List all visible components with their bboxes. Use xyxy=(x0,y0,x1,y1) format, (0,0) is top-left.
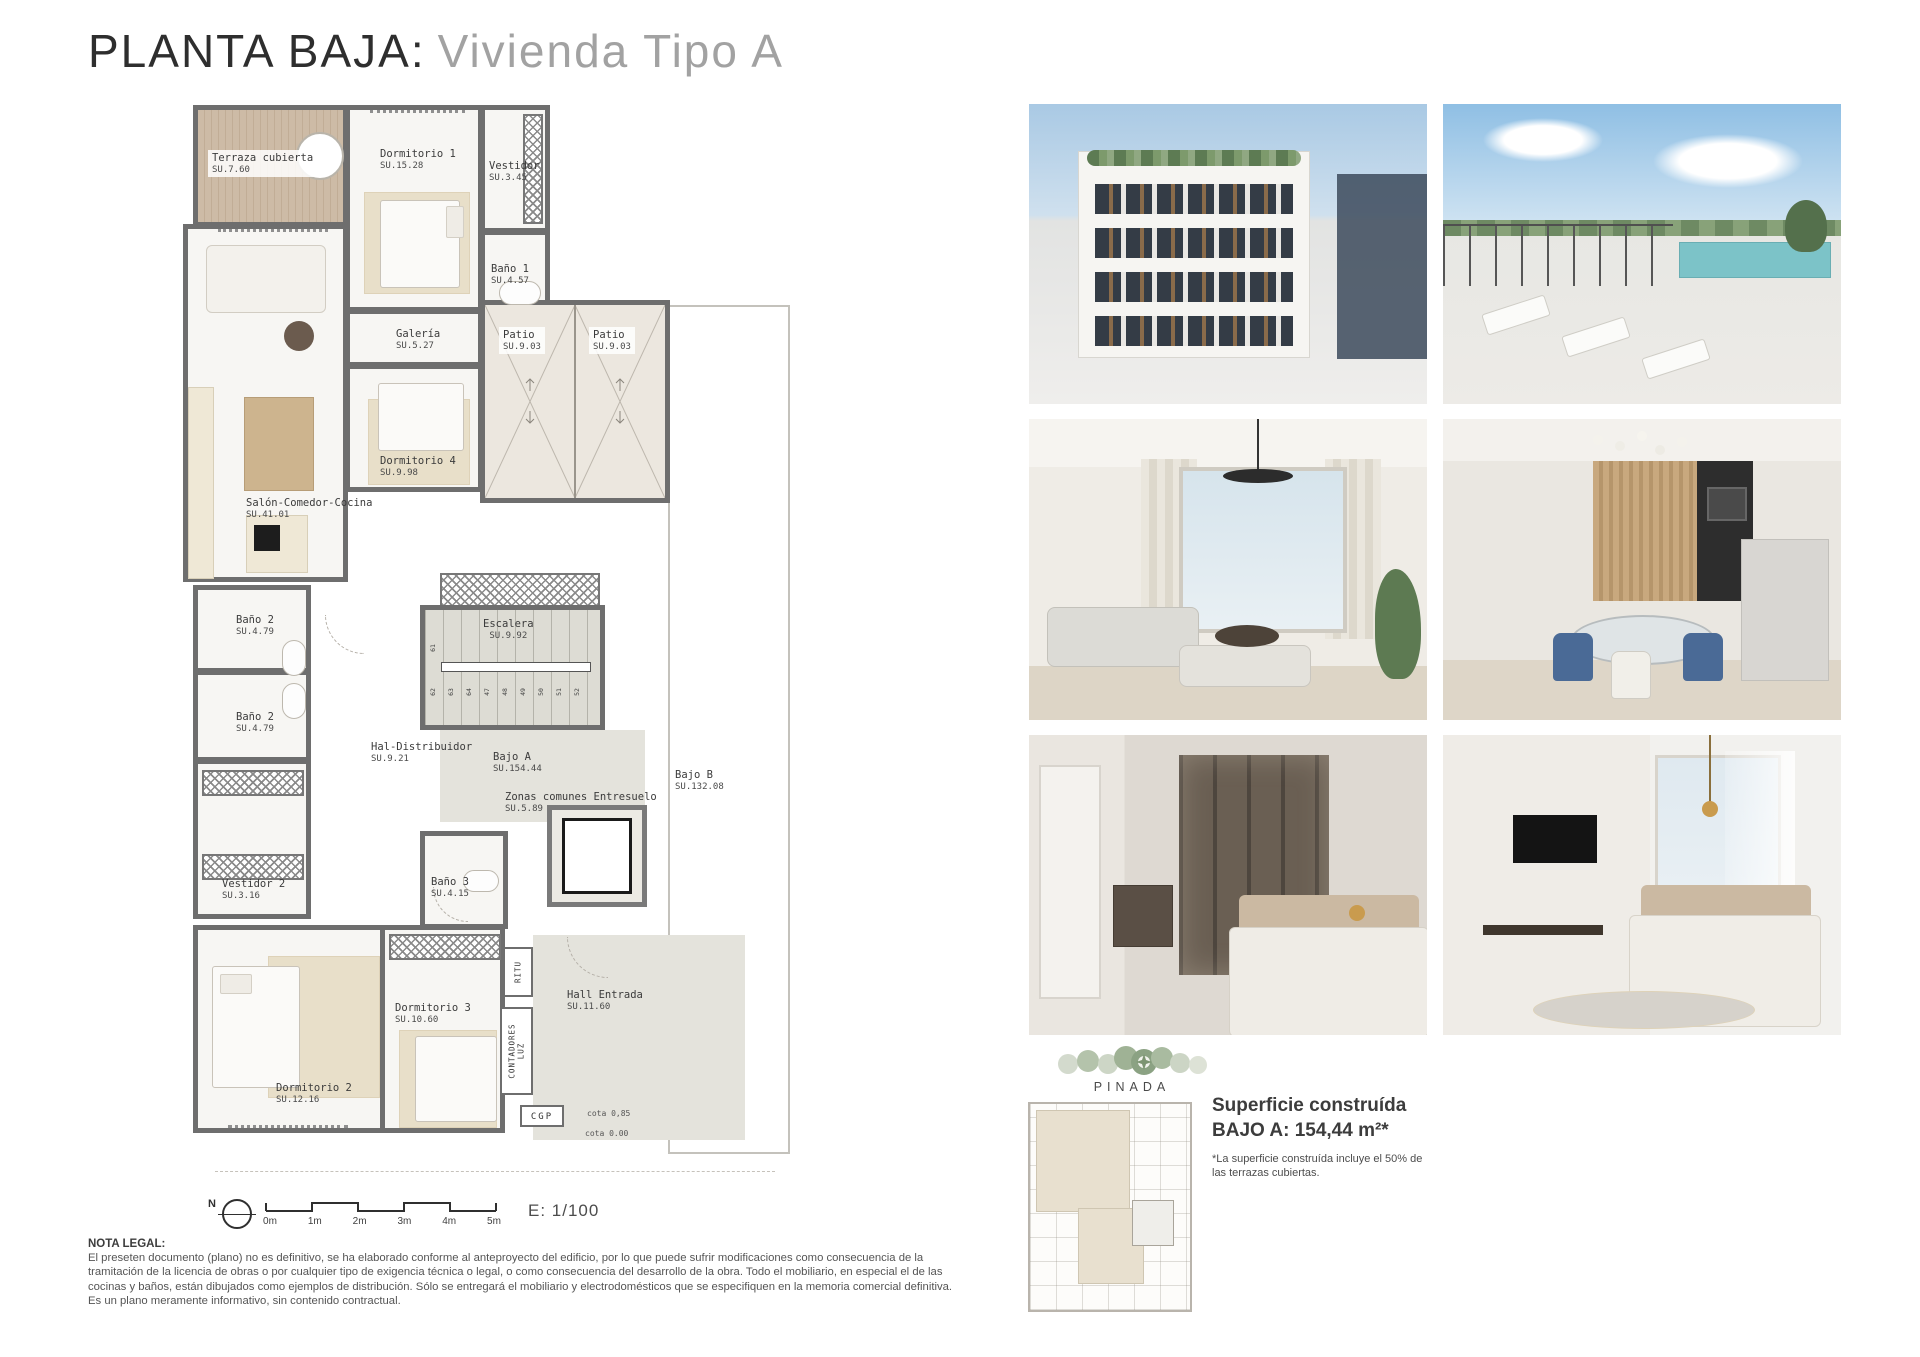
sun-lounger xyxy=(1641,338,1711,379)
kitchen-counter xyxy=(188,387,214,579)
stair-tread-number: 51 xyxy=(554,688,563,696)
coffee-table xyxy=(284,321,314,351)
stair-tread-number: 47 xyxy=(482,688,491,696)
coffee-table xyxy=(1215,625,1279,647)
room-area: SU.5.27 xyxy=(396,340,434,351)
page-title xyxy=(88,24,784,78)
elevator-cab xyxy=(562,818,632,894)
scale-ticks xyxy=(258,1216,506,1227)
room-name: Hall Entrada xyxy=(567,989,643,1001)
room-name: Terraza cubierta xyxy=(212,152,314,164)
cota-label: cota 0,85 xyxy=(587,1109,631,1118)
wardrobe xyxy=(202,854,304,880)
door xyxy=(1039,765,1101,999)
summary-footnote: *La superficie construída incluye el 50% de las terrazas cubiertas. xyxy=(1212,1153,1423,1180)
stair-tread-number: 49 xyxy=(518,688,527,696)
headboard xyxy=(1239,895,1419,931)
room-name: Baño 1 xyxy=(491,263,529,275)
cooktop xyxy=(254,525,280,551)
page-title-main: PLANTA BAJA: xyxy=(88,25,426,77)
door-arc xyxy=(325,615,364,654)
rug xyxy=(1533,991,1755,1029)
room-name: Dormitorio 4 xyxy=(380,455,456,467)
plot-boundary xyxy=(215,1171,775,1172)
terrace-railing xyxy=(1443,224,1673,286)
room-name: Patio xyxy=(503,329,535,341)
scale-tick: 0m xyxy=(263,1216,277,1227)
tv xyxy=(1513,815,1597,863)
cota-label: cota 0.00 xyxy=(585,1129,629,1138)
washbasin xyxy=(282,640,306,676)
sofa xyxy=(1047,607,1199,667)
window-row xyxy=(1095,184,1293,214)
desk xyxy=(1483,925,1603,935)
sofa xyxy=(206,245,326,313)
stair-tread-number: 50 xyxy=(536,688,545,696)
room-name: Bajo A xyxy=(493,751,531,763)
patio-block xyxy=(480,300,670,503)
built-area-summary xyxy=(1212,1094,1512,1143)
room-area: SU.9.03 xyxy=(503,341,541,352)
room-dormitorio-1 xyxy=(345,105,483,312)
room-area: SU.154.44 xyxy=(493,763,542,774)
wood-slat-wall xyxy=(1593,461,1697,601)
render-bedroom-window xyxy=(1443,735,1841,1035)
wardrobe xyxy=(202,770,304,796)
contadores-label: CONTADORES xyxy=(507,1023,517,1079)
stair-tread-number: 64 xyxy=(464,688,473,696)
bathroom-vanity xyxy=(1113,885,1173,947)
chair-blue xyxy=(1553,633,1593,681)
room-galeria xyxy=(345,309,483,367)
contadores-label-2: LUZ xyxy=(516,1042,526,1060)
room-area: SU.4.57 xyxy=(491,275,529,286)
room-bano-2-upper xyxy=(193,585,311,673)
wardrobe xyxy=(389,934,501,960)
stair-tread-number: 63 xyxy=(446,688,455,696)
site-mini-plan xyxy=(1028,1102,1192,1312)
roof-plants xyxy=(1087,150,1301,166)
legal-body: El preseten documento (plano) no es definitivo, se ha elaborado conforme al anteproyecto del edificio, por lo que puede sufrir modificaciones como consecuencia de la tramitación de la licencia de obras o por cualquier tipo de exigencia técnica o legal, o como consecuencia del desarrollo de la obra. Todo el mobiliario, en especial el de las cocinas y baños, están dibujados como ejemplos de distribución. Sólo se entregará el mobiliario y electrodomésticos que se especifiquen en la memoria comercial definitiva. Es un plano meramente informativo, sin contenido contractual. xyxy=(88,1252,953,1308)
sideboard xyxy=(1741,539,1829,681)
room-name: Salón-Comedor-Cocina xyxy=(246,497,373,509)
room-name: Dormitorio 2 xyxy=(276,1082,352,1094)
room-area: SU.10.60 xyxy=(395,1014,439,1025)
room-terraza-cubierta xyxy=(193,105,348,227)
contadores-shaft xyxy=(500,1007,533,1095)
window-row xyxy=(1095,272,1293,302)
elevator xyxy=(547,805,647,907)
summary-line-2: BAJO A: 154,44 m²* xyxy=(1212,1119,1389,1141)
sofa xyxy=(1179,645,1311,687)
room-dormitorio-2 xyxy=(193,925,385,1133)
room-name: Dormitorio 3 xyxy=(395,1002,471,1014)
background-building xyxy=(1337,174,1427,359)
room-name: Hal-Distribuidor xyxy=(371,741,473,753)
room-name: Patio xyxy=(593,329,625,341)
room-area: SU.9.03 xyxy=(593,341,631,352)
unit-highlight xyxy=(1036,1110,1130,1212)
room-area: SU.41.01 xyxy=(246,509,290,520)
scale-ratio: E: 1/100 xyxy=(528,1201,600,1220)
ritu-label: RITU xyxy=(513,960,523,984)
room-area: SU.132.08 xyxy=(675,781,724,792)
room-name: Galería xyxy=(396,328,441,340)
room-vestidor-1 xyxy=(480,105,550,233)
stair-tread-number: 61 xyxy=(428,644,437,652)
room-name: Baño 2 xyxy=(236,614,274,626)
room-name: Baño 3 xyxy=(431,876,469,888)
dining-table xyxy=(244,397,314,491)
floor-plan xyxy=(175,105,820,1185)
render-living-room xyxy=(1029,419,1427,720)
room-area: SU.9.92 xyxy=(489,630,528,641)
room-vestidor-2 xyxy=(193,759,311,919)
page-title-sub: Vivienda Tipo A xyxy=(437,25,784,77)
legal-heading: NOTA LEGAL: xyxy=(88,1238,166,1250)
stair-tread-number: 62 xyxy=(428,688,437,696)
render-bedroom-wardrobe xyxy=(1029,735,1427,1035)
room-area: SU.4.79 xyxy=(236,723,274,734)
room-area: SU.4.15 xyxy=(431,888,469,899)
bed xyxy=(415,1036,497,1122)
room-name: Baño 2 xyxy=(236,711,274,723)
room-area: SU.3.45 xyxy=(489,172,527,183)
cgp-label: CGP xyxy=(530,1112,554,1122)
cgp-box xyxy=(520,1105,564,1127)
wardrobe xyxy=(440,573,600,607)
room-dormitorio-3 xyxy=(380,925,505,1133)
scale-bar xyxy=(265,1200,505,1214)
bed xyxy=(1229,927,1427,1035)
room-name: Escalera xyxy=(483,618,534,630)
planter xyxy=(1785,200,1827,252)
room-area: SU.15.28 xyxy=(380,160,424,171)
cloud xyxy=(1653,134,1803,188)
sun-lounger xyxy=(1481,294,1551,335)
stair-handrail xyxy=(441,662,591,672)
scale-tick: 4m xyxy=(442,1216,457,1227)
room-area: SU.7.60 xyxy=(212,164,250,175)
stair-core xyxy=(1132,1200,1174,1246)
plant xyxy=(1375,569,1421,679)
chair-blue xyxy=(1683,633,1723,681)
room-area: SU.11.60 xyxy=(567,1001,611,1012)
bed xyxy=(378,383,464,451)
ritu-shaft xyxy=(503,947,533,997)
window xyxy=(1179,467,1347,633)
brand-name: PINADA xyxy=(1093,1080,1171,1094)
gold-pendant-lamp xyxy=(1709,735,1711,805)
scale-tick: 3m xyxy=(397,1216,412,1227)
room-escalera xyxy=(420,605,605,730)
scale-tick: 2m xyxy=(352,1216,367,1227)
room-name: Vestidor xyxy=(489,160,540,172)
room-name: Bajo B xyxy=(675,769,713,781)
pinada-logo-trees xyxy=(1056,1044,1208,1078)
room-area: SU.3.16 xyxy=(222,890,260,901)
render-dining-kitchen xyxy=(1443,419,1841,720)
room-name: Zonas comunes Entresuelo xyxy=(505,791,657,803)
room-bano-3 xyxy=(420,831,508,929)
stair-tread-number: 52 xyxy=(572,688,581,696)
sun-lounger xyxy=(1561,316,1631,357)
window-row xyxy=(1095,316,1293,346)
compass-north-label: N xyxy=(208,1198,216,1210)
washbasin xyxy=(282,683,306,719)
headboard xyxy=(1641,885,1811,919)
room-area: SU.5.89 xyxy=(505,803,543,814)
room-area: SU.12.16 xyxy=(276,1094,320,1105)
summary-line-1: Superficie construída xyxy=(1212,1095,1407,1116)
pendant-lights xyxy=(1593,435,1603,445)
cloud xyxy=(1483,118,1603,162)
render-exterior-facade xyxy=(1029,104,1427,404)
render-rooftop-pool-terrace xyxy=(1443,104,1841,404)
room-salon-comedor-cocina xyxy=(183,224,373,582)
stair-tread-number: 48 xyxy=(500,688,509,696)
scale-tick: 1m xyxy=(307,1216,322,1227)
room-name: Vestidor 2 xyxy=(222,878,286,890)
legal-note xyxy=(88,1238,960,1309)
room-area: SU.9.21 xyxy=(371,753,409,764)
scale-tick: 5m xyxy=(487,1216,501,1227)
room-dormitorio-4 xyxy=(345,364,483,492)
gold-lamp xyxy=(1349,905,1365,921)
room-area: SU.4.79 xyxy=(236,626,274,637)
room-name: Dormitorio 1 xyxy=(380,148,456,160)
hall-floor xyxy=(533,935,745,1140)
room-area: SU.9.98 xyxy=(380,467,418,478)
room-bano-2-lower xyxy=(193,670,311,762)
chair-white xyxy=(1611,651,1651,699)
compass-icon xyxy=(222,1199,252,1229)
window-row xyxy=(1095,228,1293,258)
pendant-lamp xyxy=(1257,419,1259,473)
